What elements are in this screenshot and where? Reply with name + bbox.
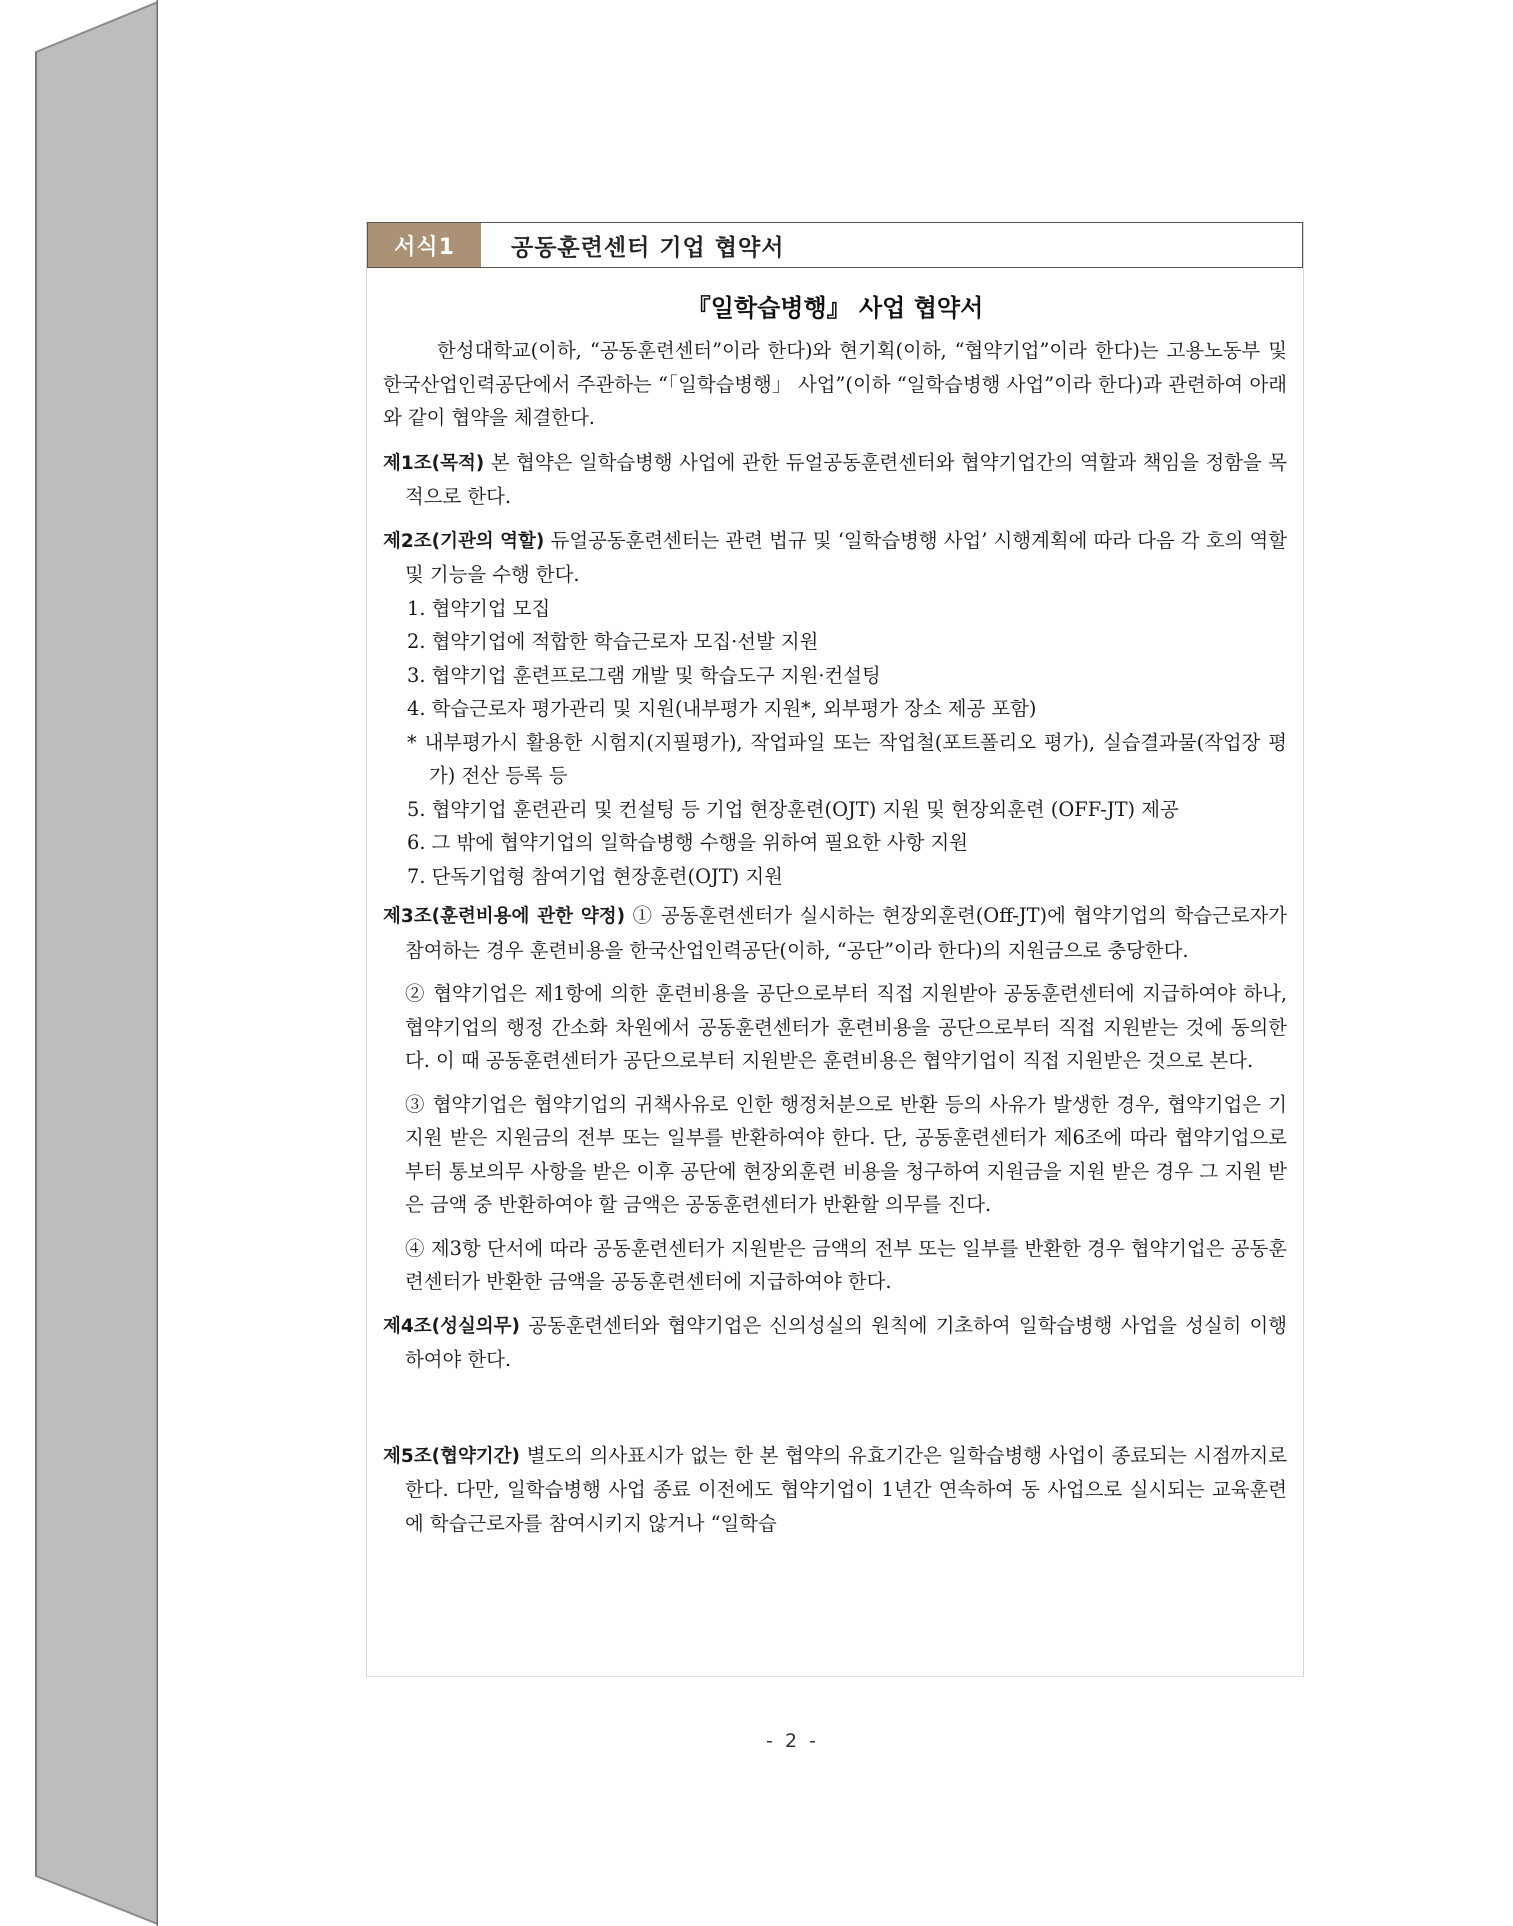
form-title: 공동훈련센터 기업 협약서	[511, 234, 785, 261]
agreement-body	[383, 334, 1287, 1550]
article-3-para-1: ① 공동훈련센터가 실시하는 현장외훈련(Off-JT)에 협약기업의 학습근로자가 참여하는 경우 훈련비용을 한국산업인력공단(이하, “공단”이라 한다)의 지원금으로 충당한다.	[405, 904, 1287, 962]
list-item: 3. 협약기업 훈련프로그램 개발 및 학습도구 지원·컨설팅	[407, 663, 881, 687]
article-3-heading: 제3조(훈련비용에 관한 약정)	[383, 906, 626, 927]
article-2-list	[383, 592, 1287, 894]
article-3-para-3: ③ 협약기업은 협약기업의 귀책사유로 인한 행정처분으로 반환 등의 사유가 발생한 경우, 협약기업은 기지원 받은 지원금의 전부 또는 일부를 반환하여야 한다. 단, 공동훈련센터가 제6조에 따라 협약기업으로부터 통보의무 사항을 받은 이후 공단에 현장외훈련 비용을 청구하여 지원금을 지원 받은 경우 그 지원 받은 금액 중 반환하여야 할 금액은 공동훈련센터가 반환할 의무를 진다.	[405, 1092, 1287, 1216]
agreement-document	[366, 222, 1304, 1677]
list-item: 5. 협약기업 훈련관리 및 컨설팅 등 기업 현장훈련(OJT) 지원 및 현장외훈련 (OFF-JT) 제공	[407, 797, 1179, 821]
article-2-text: 듀얼공동훈련센터는 관련 법규 및 ‘일학습병행 사업’ 시행계획에 따라 다음 각 호의 역할 및 기능을 수행 한다.	[405, 528, 1287, 586]
intro-paragraph: 한성대학교(이하, “공동훈련센터”이라 한다)와 현기획(이하, “협약기업”이라 한다)는 고용노동부 및 한국산업인력공단에서 주관하는 “「일학습병행」 사업”(이하 “일학습병행 사업”이라 한다)과 관련하여 아래와 같이 협약을 체결한다.	[383, 339, 1287, 429]
article-1	[383, 446, 1287, 514]
article-4-text: 공동훈련센터와 협약기업은 신의성실의 원칙에 기초하여 일학습병행 사업을 성실히 이행하여야 한다.	[405, 1313, 1287, 1371]
article-4-heading: 제4조(성실의무)	[383, 1315, 521, 1337]
article-5	[383, 1439, 1287, 1541]
article-5-heading: 제5조(협약기간)	[383, 1445, 521, 1467]
list-item: 2. 협약기업에 적합한 학습근로자 모집·선발 지원	[407, 630, 819, 653]
article-3-para-4: ④ 제3항 단서에 따라 공동훈련센터가 지원받은 금액의 전부 또는 일부를 반환한 경우 협약기업은 공동훈련센터가 반환한 금액을 공동훈련센터에 지급하여야 한다.	[405, 1236, 1287, 1293]
form-header	[367, 222, 1303, 268]
list-item: 7. 단독기업형 참여기업 현장훈련(OJT) 지원	[407, 864, 783, 888]
article-1-heading: 제1조(목적)	[383, 452, 485, 474]
list-item: 4. 학습근로자 평가관리 및 지원(내부평가 지원*, 외부평가 장소 제공 포함)	[407, 697, 1037, 720]
article-1-text: 본 협약은 일학습병행 사업에 관한 듀얼공동훈련센터와 협약기업간의 역할과 책임을 정함을 목적으로 한다.	[405, 450, 1287, 508]
article-2-heading: 제2조(기관의 역할)	[383, 530, 545, 552]
list-item: 6. 그 밖에 협약기업의 일학습병행 수행을 위하여 필요한 사항 지원	[407, 831, 968, 854]
article-3	[383, 899, 1287, 967]
list-note: * 내부평가시 활용한 시험지(지필평가), 작업파일 또는 작업철(포트폴리오 평가), 실습결과물(작업장 평가) 전산 등록 등	[407, 730, 1287, 787]
list-item: 1. 협약기업 모집	[407, 596, 551, 620]
article-3-para-2: ② 협약기업은 제1항에 의한 훈련비용을 공단으로부터 직접 지원받아 공동훈련센터에 지급하여야 하나, 협약기업의 행정 간소화 차원에서 공동훈련센터가 훈련비용을 공단으로부터 직접 지원받는 것에 동의한다. 이 때 공동훈련센터가 공단으로부터 지원받은 훈련비용은 협약기업이 직접 지원받은 것으로 본다.	[405, 982, 1287, 1072]
article-4	[383, 1309, 1287, 1377]
page-number: - 2 -	[766, 1730, 819, 1752]
agreement-title: 『일학습병행』 사업 협약서	[686, 294, 984, 322]
article-5-text: 별도의 의사표시가 없는 한 본 협약의 유효기간은 일학습병행 사업이 종료되는 시점까지로 한다. 다만, 일학습병행 사업 종료 이전에도 협약기업이 1년간 연속하여 동 사업으로 실시되는 교육훈련에 학습근로자를 참여시키지 않거나 “일학습	[405, 1443, 1287, 1535]
form-number-tag: 서식1	[368, 223, 481, 267]
article-2	[383, 524, 1287, 592]
